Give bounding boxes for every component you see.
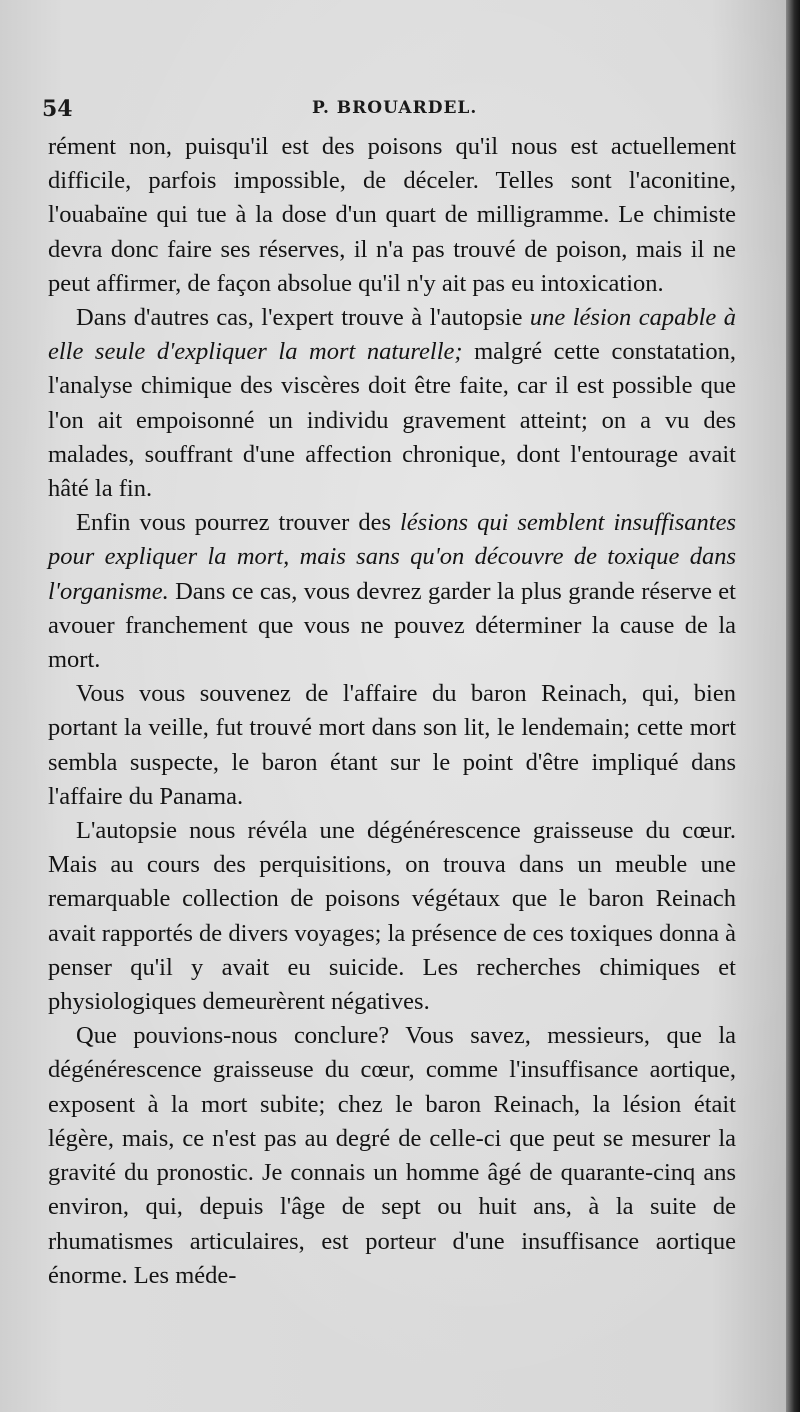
paragraph [48, 677, 736, 814]
italic-run: une lésion capable à elle seule d'expliquer la mort naturelle; [48, 304, 736, 366]
text-run: Vous vous souvenez de l'affaire du baron Reinach, qui, bien portant la veille, fut trouvé mort dans son lit, le lendemain; cette mort sembla suspecte, le baron étant sur le point d'être impliqué dans l'affaire du Panama. [48, 680, 736, 810]
text-run: Dans ce cas, vous devrez garder la plus grande réserve et avouer franchement que vous ne pouvez déterminer la cause de la mort. [48, 577, 736, 674]
text-run: L'autopsie nous révéla une dégénérescence graisseuse du cœur. Mais au cours des perquisitions, on trouva dans un meuble une remarquable collection de poisons végétaux que le baron Reinach avait rapportés de divers voyages; la présence de ces toxiques donna à penser qu'il y avait eu suicide. Les recherches chimiques et physiologiques demeurèrent négatives. [48, 817, 736, 1016]
page-header [42, 96, 742, 124]
italic-run: lésions qui semblent insuffisantes pour expliquer la mort, mais sans qu'on découvre de toxique dans l'organisme. [48, 509, 736, 605]
page-number: 54 [42, 96, 73, 122]
paragraph [48, 814, 736, 1019]
running-head: P. BROUARDEL. [312, 98, 478, 118]
text-run: malgré cette constatation, l'analyse chimique des viscères doit être faite, car il est possible que l'on ait empoisonné un individu gravement atteint; on a vu des malades, souffrant d'une affection chronique, dont l'entourage avait hâté la fin. [48, 338, 736, 503]
text-run: Que pouvions-nous conclure? Vous savez, messieurs, que la dégénérescence graisseuse du cœur, comme l'insuffisance aortique, exposent à la mort subite; chez le baron Reinach, la lésion était légère, mais, ce n'est pas au degré de celle-ci que peut se mesurer la gravité du pronostic. Je connais un homme âgé de quarante-cinq ans environ, qui, depuis l'âge de sept ou huit ans, à la suite de rhumatismes articulaires, est porteur d'une insuffisance aortique énorme. Les méde- [48, 1022, 736, 1289]
page-edge-shadow [786, 0, 800, 1412]
paragraph [48, 506, 736, 677]
text-run: rément non, puisqu'il est des poisons qu'il nous est actuellement difficile, parfois impossible, de déceler. Telles sont l'aconitine, l'ouabaïne qui tue à la dose d'un quart de milligramme. Le chimiste devra donc faire ses réserves, il n'a pas trouvé de poison, mais il ne peut affirmer, de façon absolue qu'il n'y ait pas eu intoxication. [48, 133, 736, 297]
body-text [48, 130, 736, 1293]
text-run: Dans d'autres cas, l'expert trouve à l'autopsie [76, 304, 530, 332]
paragraph [48, 130, 736, 301]
paragraph [48, 301, 736, 506]
paragraph [48, 1019, 736, 1293]
text-run: Enfin vous pourrez trouver des [76, 509, 400, 537]
